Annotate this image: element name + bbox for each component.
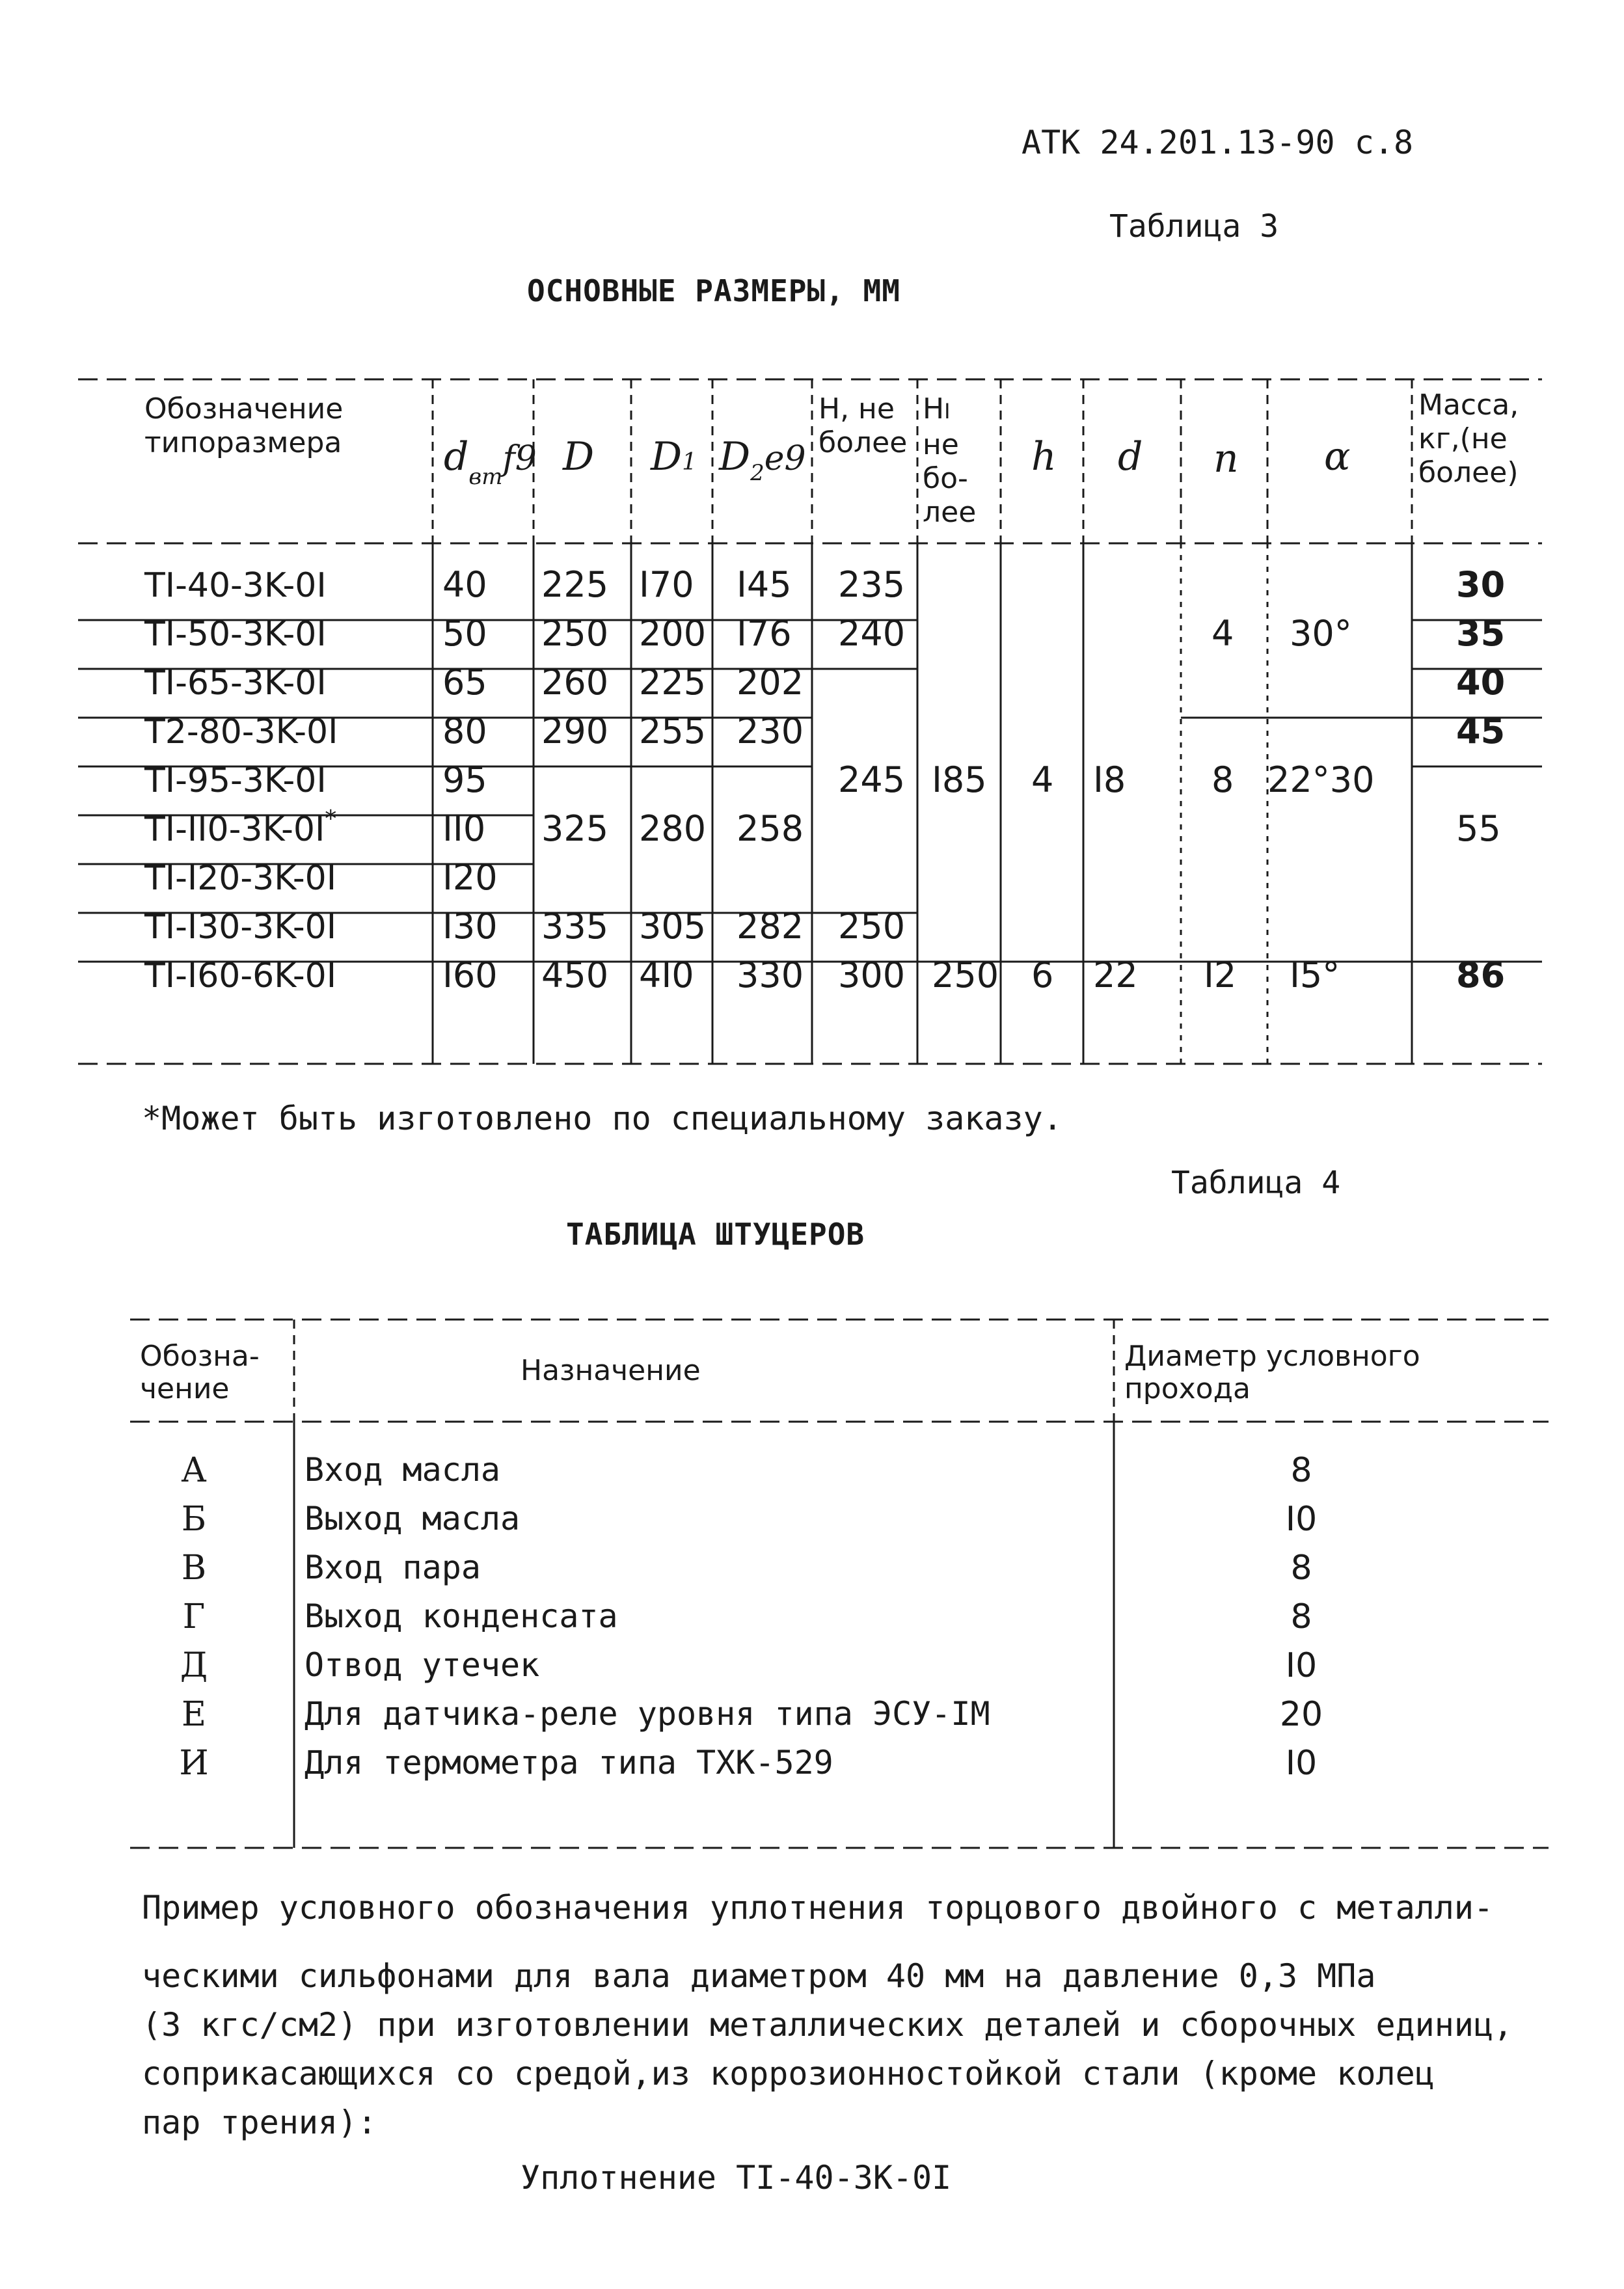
t3-cell-n: I2 [1204, 955, 1237, 996]
table3-dimensions [78, 374, 1542, 1070]
t4-cell-code: Б [181, 1500, 207, 1539]
example-line: (3 кгс/см2) при изготовлении металлических деталей и сборочных единиц, [142, 2006, 1513, 2044]
t3-header-H: Н, не более [819, 392, 908, 459]
t3-cell-D2: 330 [737, 955, 804, 996]
t3-cell-H1: 250 [932, 955, 999, 996]
t3-cell-alpha: 22°30 [1267, 759, 1375, 800]
t4-header-purpose: Назначение [521, 1354, 701, 1387]
t3-header-H1-rest: не бо- лее [923, 428, 977, 529]
t3-cell-h: 4 [1031, 759, 1054, 800]
t4-cell-purpose: Выход конденсата [304, 1597, 618, 1635]
t4-cell-diameter: 8 [1290, 1597, 1312, 1636]
t3-cell-mass: 40 [1456, 662, 1506, 703]
t3-cell-mass: 30 [1456, 564, 1506, 605]
t3-header-H1 [923, 392, 994, 530]
t3-cell-alpha: I5° [1290, 955, 1340, 996]
t3-header-D2-subscript: 2 [750, 460, 765, 486]
table3-caption: Таблица 3 [1109, 208, 1279, 245]
t4-cell-purpose: Вход масла [304, 1451, 501, 1489]
t4-header-code: Обозна- чение [140, 1340, 260, 1405]
t4-cell-code: В [181, 1549, 207, 1588]
t3-cell-H: 250 [838, 906, 906, 947]
t3-cell-d-small: I8 [1093, 759, 1126, 800]
table4-caption: Таблица 4 [1171, 1165, 1341, 1201]
example-line: пар трения): [142, 2104, 377, 2141]
t3-header-D2-fit: e9 [764, 439, 806, 478]
t4-cell-code: Д [180, 1646, 208, 1685]
table4-title: ТАБЛИЦА ШТУЦЕРОВ [566, 1217, 865, 1252]
t3-cell-H: 240 [838, 613, 906, 654]
t3-cell-D2: 202 [737, 662, 804, 703]
t3-row-name: TI-I60-6K-0I [144, 956, 337, 996]
t3-cell-D: 290 [541, 711, 609, 752]
t3-header-H1-symbol: Н [923, 392, 945, 426]
t3-cell-H1: I85 [932, 759, 987, 800]
t3-footnote-mark: * [325, 806, 337, 832]
t4-cell-diameter: I0 [1285, 1646, 1318, 1685]
t3-cell-D: 250 [541, 613, 609, 654]
t3-header-n: n [1213, 436, 1239, 481]
t4-header-diameter: Диаметр условного прохода [1124, 1340, 1420, 1405]
t3-cell-D: 225 [541, 564, 609, 605]
t3-cell-mass: 45 [1456, 711, 1506, 752]
t3-cell-mass: 55 [1456, 808, 1501, 849]
t4-cell-purpose: Вход пара [304, 1549, 481, 1586]
t4-cell-purpose: Для датчика-реле уровня типа ЭСУ-IМ [304, 1695, 990, 1733]
t3-header-D2 [719, 434, 806, 486]
t3-header-d-symbol: d [444, 434, 469, 480]
t3-header-d-subscript: вm [468, 464, 503, 490]
t3-cell-D2: 258 [737, 808, 804, 849]
t3-header-d-bm [444, 434, 537, 490]
t3-cell-D1: 255 [639, 711, 707, 752]
example-line: ческими сильфонами для вала диаметром 40 мм на давление 0,3 МПа [142, 1957, 1376, 1995]
example-line: Пример условного обозначения уплотнения торцового двойного с металли- [142, 1889, 1494, 1927]
t4-cell-diameter: 20 [1279, 1695, 1323, 1734]
t3-cell-n: 4 [1211, 613, 1234, 654]
t3-header-D2-symbol: D [719, 434, 751, 480]
t3-cell-mass: 86 [1456, 955, 1506, 996]
t3-cell-D2: I76 [737, 613, 792, 654]
t3-header-d-small: d [1118, 434, 1143, 480]
t3-row-name: TI-65-3K-0I [144, 664, 327, 703]
t3-cell-alpha: 30° [1290, 613, 1352, 654]
t3-header-D1-symbol: D [651, 434, 683, 480]
t3-cell-d: I60 [442, 955, 498, 996]
t3-cell-D: 450 [541, 955, 609, 996]
t3-cell-D1: 280 [639, 808, 707, 849]
t3-cell-h: 6 [1031, 955, 1054, 996]
t3-header-D1-subscript: 1 [682, 449, 697, 476]
t3-cell-d: 80 [442, 711, 487, 752]
t3-header-d-fit: f9 [502, 439, 537, 478]
example-line: соприкасающихся со средой,из коррозионностойкой стали (кроме колец [142, 2055, 1435, 2093]
t4-cell-code: Е [182, 1695, 206, 1734]
t3-row-name [144, 806, 337, 849]
t4-cell-code: Г [182, 1597, 206, 1636]
t3-cell-D2: 230 [737, 711, 804, 752]
t3-row-name: TI-40-3K-0I [144, 566, 327, 605]
t3-header-D1 [651, 434, 697, 480]
t3-cell-H: 235 [838, 564, 906, 605]
t3-header-H1-subscript: I [944, 399, 951, 424]
t3-cell-d-small: 22 [1093, 955, 1138, 996]
t4-cell-diameter: I0 [1285, 1744, 1318, 1783]
t3-cell-H: 300 [838, 955, 906, 996]
t3-cell-D1: 200 [639, 613, 707, 654]
t3-header-designation: Обозначение типоразмера [144, 392, 344, 459]
t3-cell-d: 50 [442, 613, 487, 654]
table4-fittings [130, 1314, 1549, 1854]
t3-header-D: D [563, 434, 595, 480]
table3-title: ОСНОВНЫЕ РАЗМЕРЫ, ММ [527, 273, 900, 308]
t4-cell-purpose: Отвод утечек [304, 1646, 540, 1684]
example-designation: Уплотнение ТI-40-3К-0I [521, 2159, 952, 2197]
t3-cell-D1: I70 [639, 564, 694, 605]
t3-cell-mass: 35 [1456, 613, 1506, 654]
t3-row-name: TI-I30-3K-0I [144, 908, 337, 947]
t3-cell-d: I30 [442, 906, 498, 947]
t3-cell-d: 95 [442, 759, 487, 800]
t3-cell-D: 260 [541, 662, 609, 703]
t4-cell-diameter: 8 [1290, 1451, 1312, 1490]
t4-cell-diameter: I0 [1285, 1500, 1318, 1539]
t3-header-mass: Масса, кг,(не более) [1418, 388, 1519, 489]
t3-row-name: TI-50-3K-0I [144, 615, 327, 654]
t3-cell-d: II0 [442, 808, 486, 849]
t3-header-h: h [1031, 434, 1057, 480]
table3-footnote: *Может быть изготовлено по специальному заказу. [142, 1100, 1062, 1137]
t4-cell-code: А [181, 1451, 207, 1490]
t3-cell-d: 40 [442, 564, 487, 605]
t3-row-name: TI-I20-3K-0I [144, 859, 337, 898]
t3-cell-D: 325 [541, 808, 609, 849]
t3-cell-D1: 305 [639, 906, 707, 947]
document-code: АТК 24.201.13-90 с.8 [1022, 124, 1414, 161]
t3-cell-D: 335 [541, 906, 609, 947]
t3-row-name: TI-95-3K-0I [144, 761, 327, 800]
t3-row-name-text: TI-II0-3K-0I [144, 810, 325, 849]
t3-cell-D2: 282 [737, 906, 804, 947]
t4-cell-purpose: Для термометра типа ТХК-529 [304, 1744, 833, 1781]
t3-cell-D1: 225 [639, 662, 707, 703]
t3-cell-d: I20 [442, 857, 498, 898]
t3-row-name: T2-80-3K-0I [144, 712, 338, 752]
t3-cell-n: 8 [1211, 759, 1234, 800]
t4-cell-code: И [179, 1744, 209, 1783]
t3-cell-D2: I45 [737, 564, 792, 605]
t3-header-alpha: α [1324, 434, 1351, 480]
t4-cell-purpose: Выход масла [304, 1500, 521, 1537]
t3-cell-d: 65 [442, 662, 487, 703]
t4-cell-diameter: 8 [1290, 1549, 1312, 1588]
t3-cell-D1: 4I0 [639, 955, 694, 996]
t3-cell-H: 245 [838, 759, 906, 800]
